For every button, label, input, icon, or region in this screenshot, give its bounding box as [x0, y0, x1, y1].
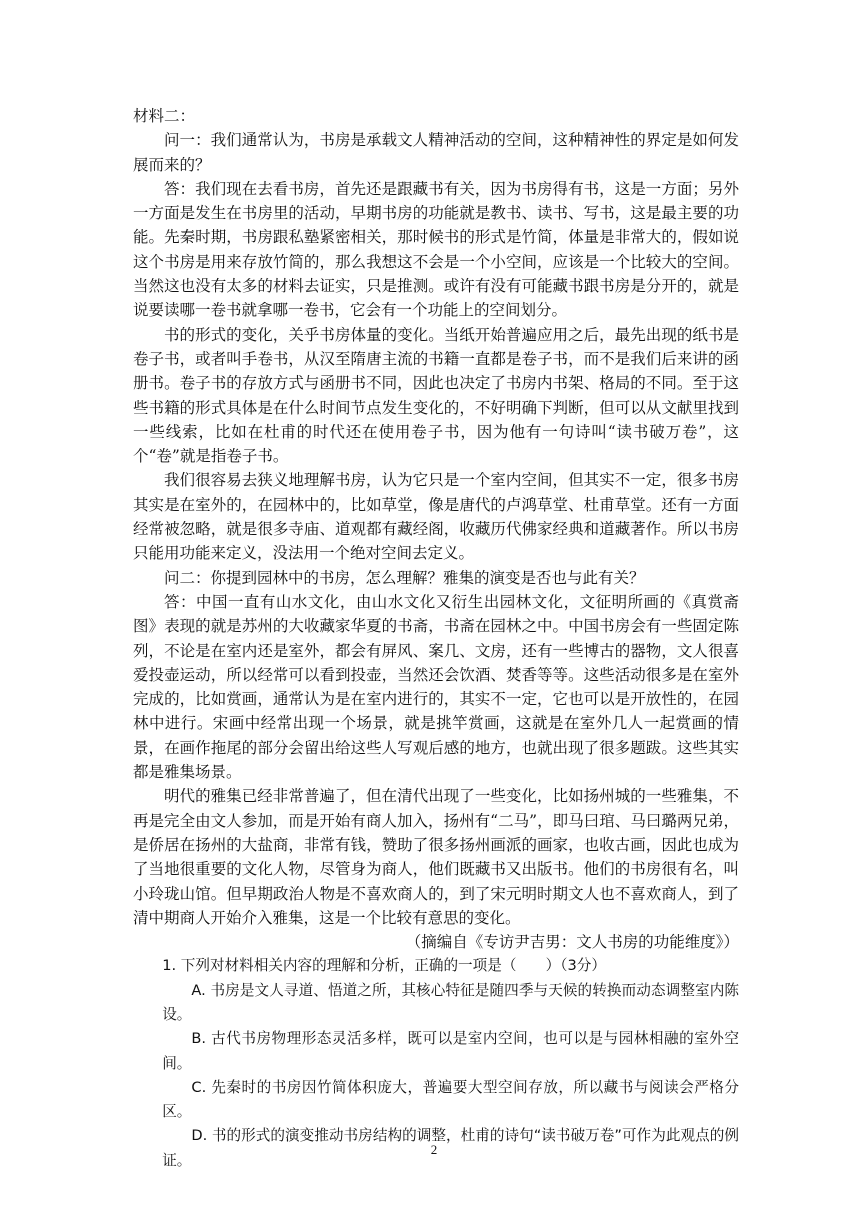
option-b: B. 古代书房物理形态灵活多样，既可以是室内空间，也可以是与园林相融的室外空间。: [162, 1030, 739, 1072]
question-stem: 1. 下列对材料相关内容的理解和分析，正确的一项是（ ）（3分）: [162, 957, 606, 975]
source-citation: （摘编自《专访尹吉男：文人书房的功能维度》）: [405, 933, 739, 952]
paragraph-a1: 答：我们现在去看书房，首先还是跟藏书有关，因为书房得有书，这是一方面；另外一方面是发生在书房里的活动，早期书房的功能就是教书、读书、写书，这是最主要的功能。先秦时期，书房跟私塾紧密相关，那时候书的形式是竹简，体量是非常大的，假如说这个书房是用来存放竹简的，那么我想这不会是一个小空间，应该是一个比较大的空间。当然这也没有太多的材料去证实，只是推测。或许有没有可能藏书跟书房是分开的，就是说要读哪一卷书就拿哪一卷书，它会有一个功能上的空间划分。: [133, 179, 739, 320]
option-c: C. 先秦时的书房因竹简体积庞大，普遍要大型空间存放，所以藏书与阅读会严格分区。: [162, 1078, 739, 1121]
option-d: D. 书的形式的演变推动书房结构的调整，杜甫的诗句“读书破万卷”可作为此观点的例证。: [162, 1127, 739, 1169]
material-heading: 材料二：: [133, 107, 196, 125]
page-number: 2: [430, 1142, 438, 1157]
paragraph-ming-qing: 明代的雅集已经非常普遍了，但在清代出现了一些变化，比如扬州城的一些雅集，不再是完全由文人参加，而是开始有商人加入，扬州有“二马”，即马曰琯、马曰璐两兄弟，是侨居在扬州的大盐商，非常有钱，赞助了很多扬州画派的画家，也收古画，因此也成为了当地很重要的文化人物，尽管身为商人，他们既藏书又出版书。他们的书房很有名，叫小玲珑山馆。但早期政治人物是不喜欢商人的，到了宋元明时期文人也不喜欢商人，到了清中期商人开始介入雅集，这是一个比较有意思的变化。: [133, 787, 739, 927]
paragraph-q1: 问一：我们通常认为，书房是承载文人精神活动的空间，这种精神性的界定是如何发展而来的？: [133, 131, 739, 174]
paragraph-a2: 答：中国一直有山水文化，由山水文化又衍生出园林文化，文征明所画的《真赏斋图》表现的就是苏州的大收藏家华夏的书斋，书斋在园林之中。中国书房会有一些固定陈列，不论是在室内还是室外，都会有屏风、案几、文房，还有一些博古的器物，文人很喜爱投壶运动，所以经常可以看到投壶，当然还会饮酒、焚香等等。这些活动很多是在室外完成的，比如赏画，通常认为是在室内进行的，其实不一定，它也可以是开放性的，在园林中进行。宋画中经常出现一个场景，就是挑竿赏画，这就是在室外几人一起赏画的情景，在画作拖尾的部分会留出给这些人写观后感的地方，也就出现了很多题跋。这些其实都是雅集场景。: [133, 592, 739, 782]
paragraph-book-form: 书的形式的变化，关乎书房体量的变化。当纸开始普遍应用之后，最先出现的纸书是卷子书，或者叫手卷书，从汉至隋唐主流的书籍一直都是卷子书，而不是我们后来讲的函册书。卷子书的存放方式与函册书不同，因此也决定了书房内书架、格局的不同。至于这些书籍的形式具体是在什么时间节点发生变化的，不好明确下判断，但可以从文献里找到一些线索，比如在杜甫的时代还在使用卷子书，因为他有一句诗叫“读书破万卷”，这个“卷”就是指卷子书。: [133, 325, 739, 466]
paragraph-q2: 问二：你提到园林中的书房，怎么理解？雅集的演变是否也与此有关？: [164, 568, 645, 587]
paragraph-outdoor-study: 我们很容易去狭义地理解书房，认为它只是一个室内空间，但其实不一定，很多书房其实是在室外的，在园林中的，比如草堂，像是唐代的卢鸿草堂、杜甫草堂。还有一方面经常被忽略，就是很多寺庙、道观都有藏经阁，收藏历代佛家经典和道藏著作。所以书房只能用功能来定义，没法用一个绝对空间去定义。: [133, 471, 739, 563]
page-body: [133, 104, 739, 1173]
option-a: A. 书房是文人寻道、悟道之所，其核心特征是随四季与天候的转换而动态调整室内陈设。: [162, 981, 739, 1023]
